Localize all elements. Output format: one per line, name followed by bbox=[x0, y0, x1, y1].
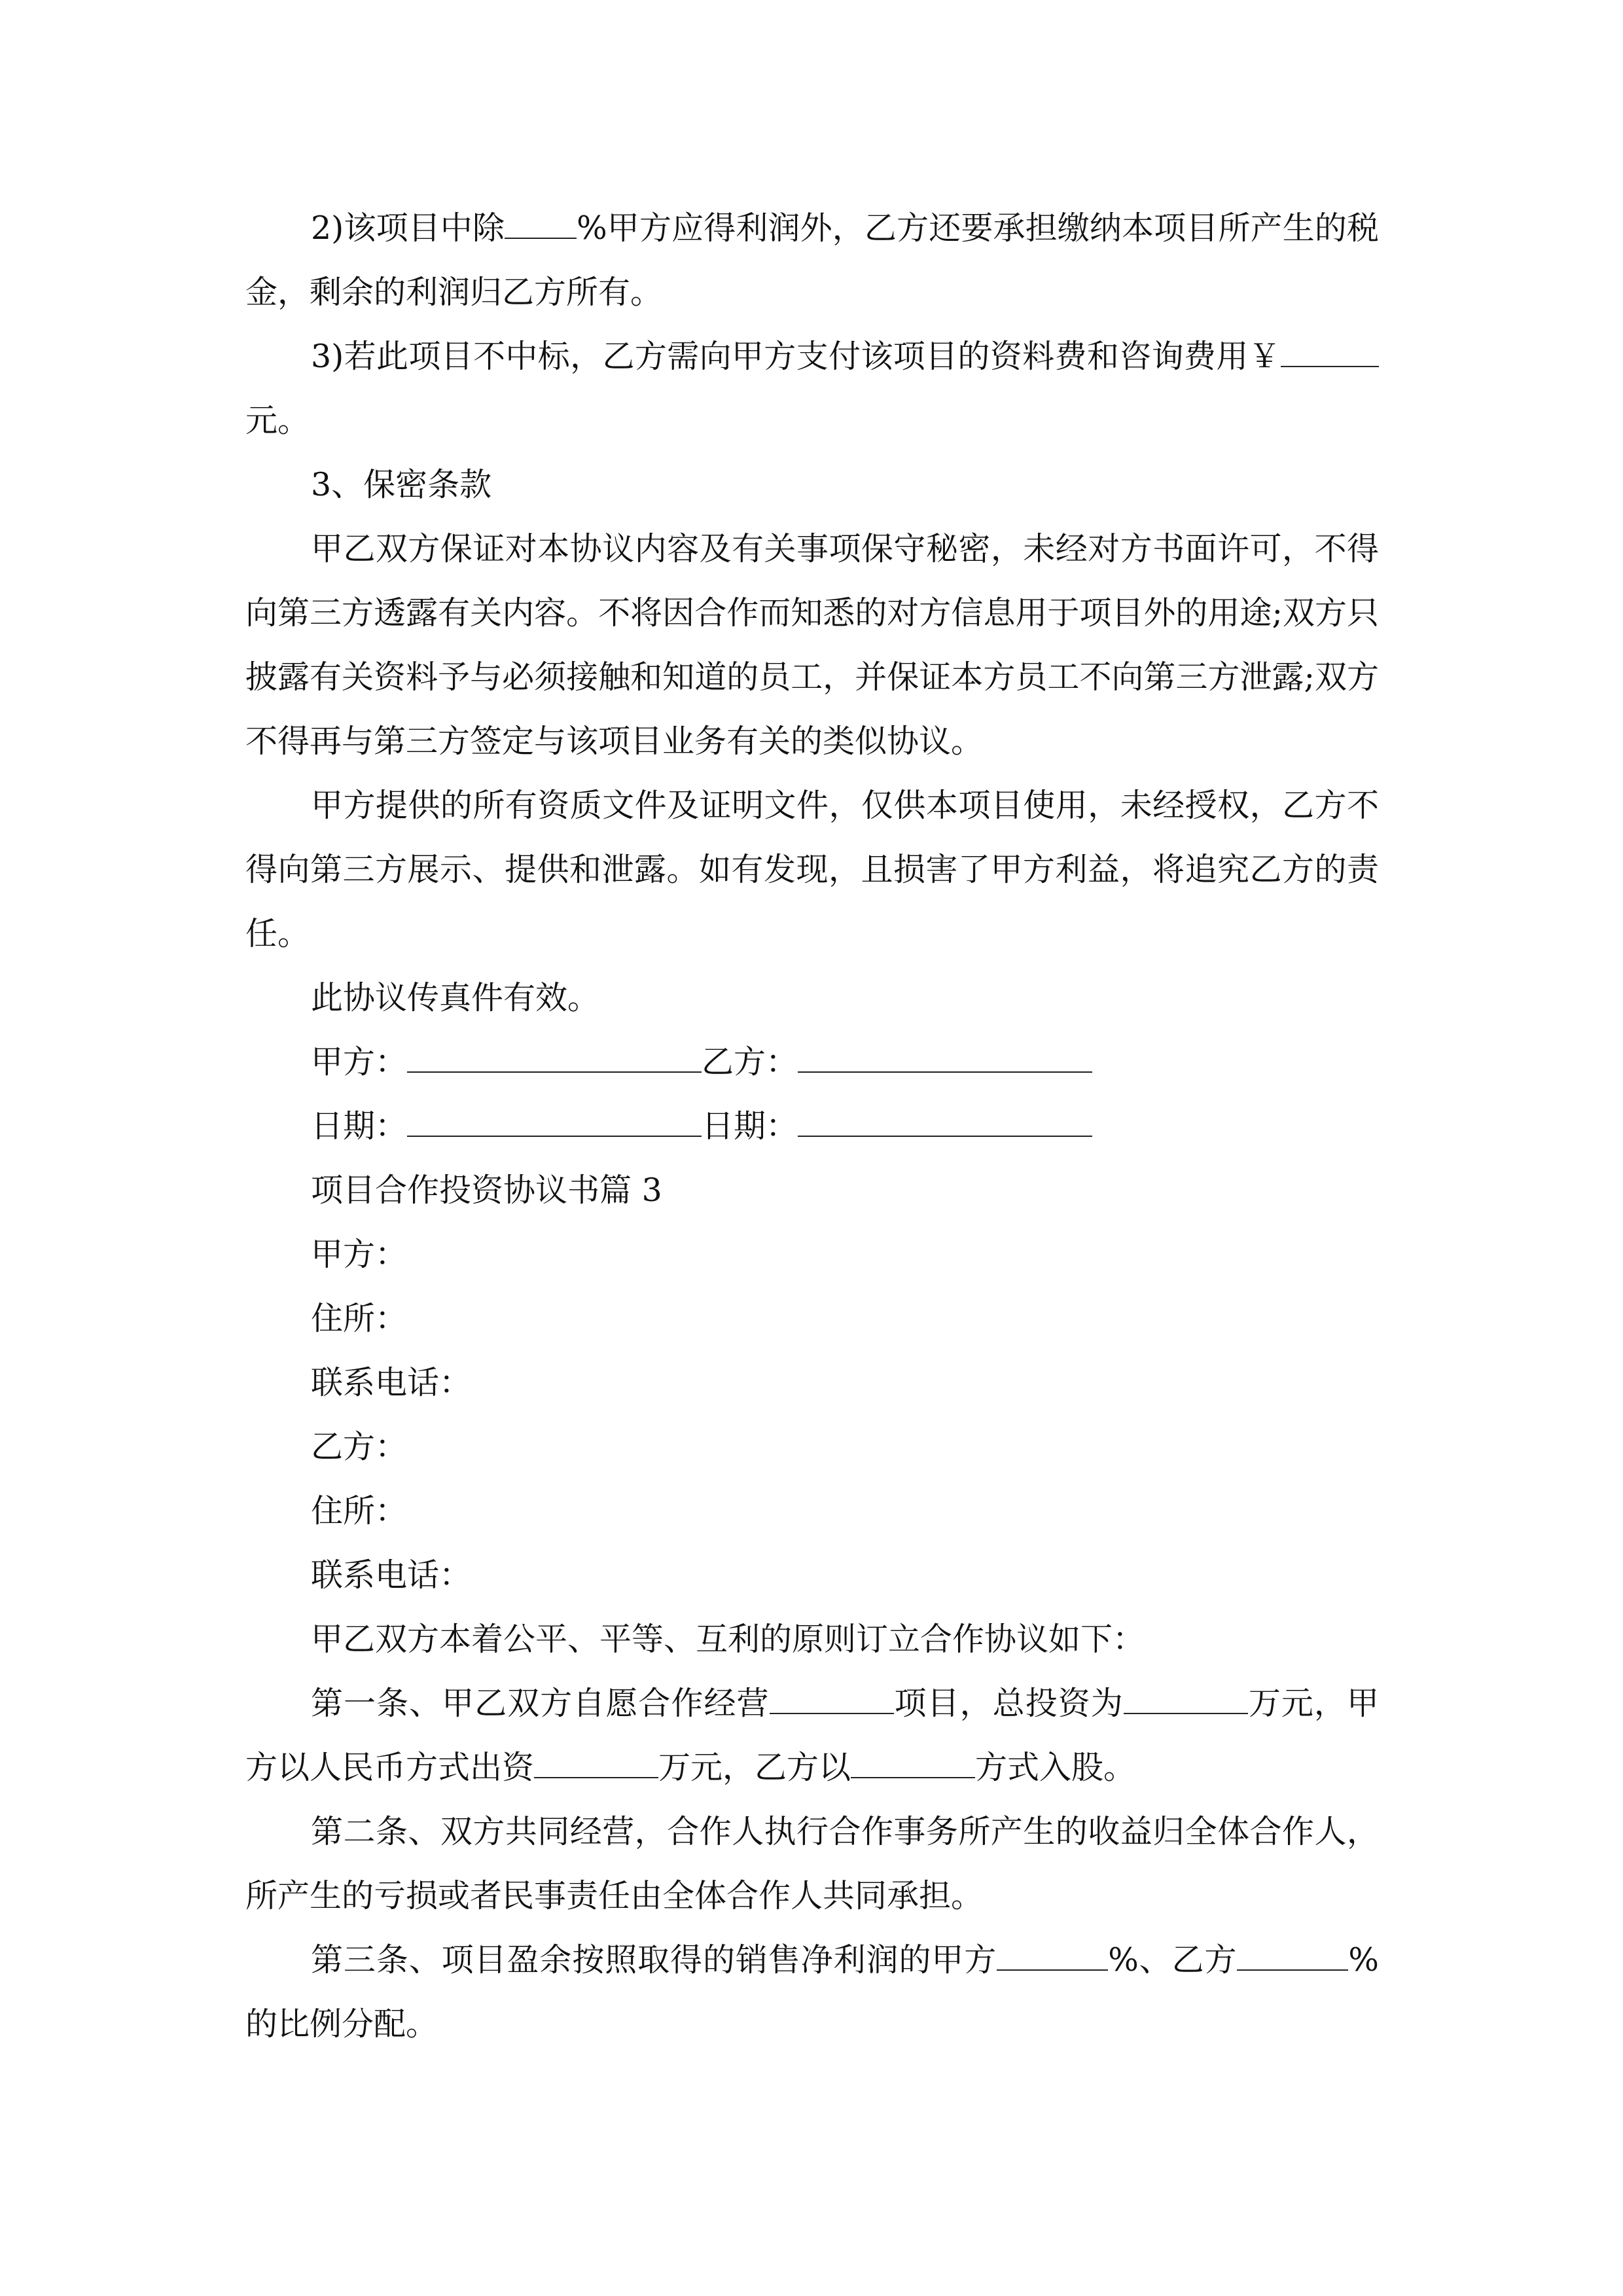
article-2: 第二条、双方共同经营，合作人执行合作事务所产生的收益归全体合作人，所产生的亏损或者民事责任由全体合作人共同承担。 bbox=[245, 1813, 1379, 1914]
date-b-blank bbox=[798, 1109, 1092, 1137]
date-a-blank bbox=[407, 1109, 702, 1137]
text-segment: 第一条、甲乙双方自愿合作经营 bbox=[311, 1685, 770, 1722]
text-segment: 3)若此项目不中标，乙方需向甲方支付该项目的资料费和咨询费用￥ bbox=[311, 338, 1281, 375]
address-b-field: 住所： bbox=[311, 1492, 408, 1530]
phone-b-field: 联系电话： bbox=[311, 1556, 472, 1594]
paragraph-fee-clause bbox=[245, 325, 1379, 453]
paragraph-confidentiality: 甲乙双方保证对本协议内容及有关事项保守秘密，未经对方书面许可，不得向第三方透露有关内容。不将因合作而知悉的对方信息用于项目外的用途;双方只披露有关资料予与必须接触和知道的员工，并保证本方员工不向第三方泄露;双方不得再与第三方签定与该项目业务有关的类似协议。 bbox=[245, 530, 1379, 760]
blank-percent bbox=[505, 211, 577, 239]
text-segment: 第三条、项目盈余按照取得的销售净利润的甲方 bbox=[311, 1941, 997, 1979]
party-a-field: 甲方： bbox=[311, 1236, 408, 1273]
article-1 bbox=[245, 1672, 1379, 1800]
text-segment: 万元，乙方以 bbox=[658, 1749, 851, 1786]
section-title: 项目合作投资协议书篇 3 bbox=[311, 1172, 662, 1209]
text-segment: 万元，甲方以人民币方式出资 bbox=[245, 1685, 1379, 1786]
blank-total-investment bbox=[1124, 1687, 1248, 1714]
blank-party-b-percent bbox=[1237, 1943, 1348, 1971]
blank-amount bbox=[1281, 340, 1379, 367]
phone-a-field: 联系电话： bbox=[311, 1364, 472, 1401]
party-b-signature-blank bbox=[798, 1045, 1092, 1073]
blank-party-a-percent bbox=[997, 1943, 1108, 1971]
party-b-field: 乙方： bbox=[311, 1428, 408, 1465]
address-a-field: 住所： bbox=[311, 1300, 408, 1337]
document-page bbox=[245, 196, 1379, 2056]
text-segment: 2)该项目中除 bbox=[311, 209, 505, 247]
text-segment: %的比例分配。 bbox=[245, 1941, 1379, 2043]
article-3 bbox=[245, 1928, 1379, 2056]
date-b-label: 日期： bbox=[702, 1107, 798, 1145]
signature-parties-row bbox=[245, 1030, 1379, 1094]
party-a-label: 甲方： bbox=[311, 1043, 408, 1081]
paragraph-profit-clause bbox=[245, 196, 1379, 325]
agreement-intro: 甲乙双方本着公平、平等、互利的原则订立合作协议如下： bbox=[311, 1621, 1145, 1658]
text-segment: 方式入股。 bbox=[975, 1749, 1136, 1786]
text-segment: 项目，总投资为 bbox=[893, 1685, 1124, 1722]
blank-project bbox=[770, 1687, 894, 1714]
signature-dates-row bbox=[245, 1094, 1379, 1158]
paragraph-documents: 甲方提供的所有资质文件及证明文件，仅供本项目使用，未经授权，乙方不得向第三方展示、提供和泄露。如有发现，且损害了甲方利益，将追究乙方的责任。 bbox=[245, 787, 1379, 952]
text-segment: %、乙方 bbox=[1108, 1941, 1238, 1979]
party-a-signature-blank bbox=[407, 1045, 702, 1073]
date-a-label: 日期： bbox=[311, 1107, 408, 1145]
section-heading-confidentiality: 3、保密条款 bbox=[311, 466, 492, 503]
text-segment: %甲方应得利润外，乙方还要承担缴纳本项目所产生的税金，剩余的利润归乙方所有。 bbox=[245, 209, 1379, 311]
blank-contribution-method bbox=[851, 1751, 975, 1778]
paragraph-fax-valid: 此协议传真件有效。 bbox=[311, 979, 600, 1016]
blank-cash-investment bbox=[534, 1751, 658, 1778]
text-segment: 元。 bbox=[245, 402, 310, 439]
party-b-label: 乙方： bbox=[702, 1043, 798, 1081]
